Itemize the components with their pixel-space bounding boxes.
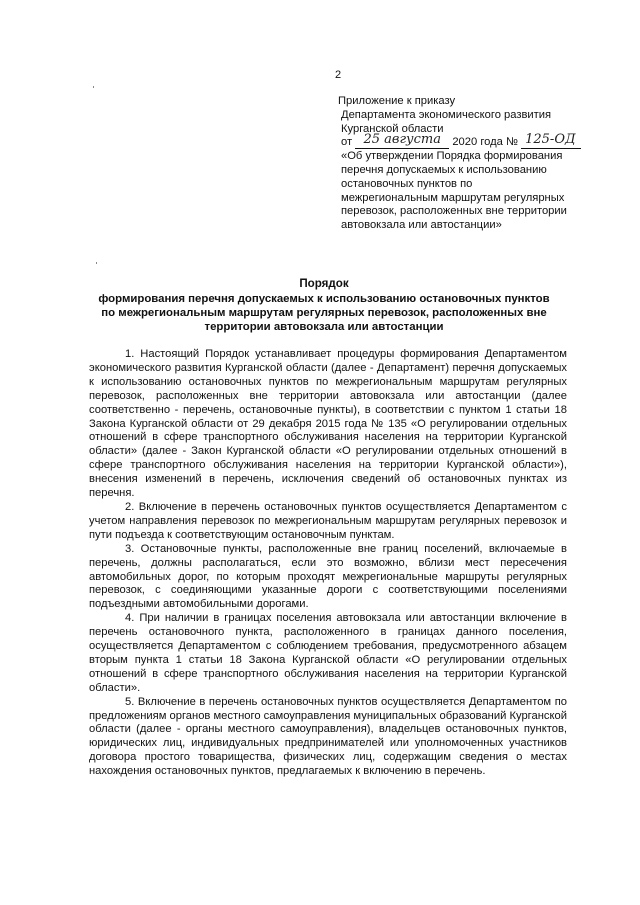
page-number: 2	[334, 69, 342, 81]
appendix-subject-line: остановочных пунктов по	[341, 177, 473, 190]
appendix-header	[338, 95, 628, 233]
appendix-line: Курганской области	[341, 122, 444, 135]
handwritten-date: 25 августа	[363, 132, 441, 148]
paragraph-3: 3. Остановочные пункты, расположенные вне границ поселений, включаемые в перечень, должны располагаться, если это возможно, вблизи мест пересечения автомобильных дорог, по которым проходят межрегиональные маршруты регулярных перевозок, с соединяющими указанные дороги с соответствующими поселениями подъездными автомобильными дорогами.	[89, 542, 567, 611]
appendix-subject-line: межрегиональным маршрутам регулярных	[341, 191, 565, 204]
appendix-subject-line: автовокзала или автостанции»	[341, 219, 502, 232]
paragraph-1: 1. Настоящий Порядок устанавливает процедуры формирования Департаментом экономического развития Курганской области (далее - Департамент) перечня допускаемых к использованию остановочных пунктов по межрегиональным маршрутам регулярных перевозок, расположенных вне территории автовокзала или автостанции (далее соответственно - перечень, остановочные пункты), в соответствии с пунктом 1 статьи 18 Закона Курганской области от 29 декабря 2015 года № 135 «О регулировании отдельных отношений в сфере транспортного обслуживания населения на территории Курганской области» (далее - Закон Курганской области «О регулировании отдельных отношений в сфере транспортного обслуживания населения на территории Курганской области»), внесения изменений в перечень, исключения сведений об остановочных пунктах из перечня.	[89, 348, 567, 500]
title-line: территории автовокзала или автостанции	[204, 321, 444, 333]
appendix-line: Приложение к приказу	[338, 95, 456, 107]
appendix-subject-line: «Об утверждении Порядка формирования	[341, 150, 563, 163]
paragraph-2: 2. Включение в перечень остановочных пунктов осуществляется Департаментом с учетом направления перевозок по межрегиональным маршрутам регулярных перевозок и пути подъезда к соответствующим остановочным пунктам.	[89, 500, 567, 541]
scan-speck	[93, 86, 94, 88]
handwritten-order-number: 125-ОД	[525, 132, 576, 148]
paragraph-4: 4. При наличии в границах поселения автовокзала или автостанции включение в перечень остановочного пункта, расположенного в границах данного поселения, осуществляется Департаментом с соблюдением требования, предусмотренного абзацем вторым пункта 1 статьи 18 Закона Курганской области «О регулировании отдельных отношений в сфере транспортного обслуживания населения на территории Курганской области».	[89, 612, 567, 694]
appendix-line: Департамента экономического развития	[341, 108, 552, 121]
document-title	[86, 277, 562, 334]
year-text: 2020 года №	[452, 136, 518, 149]
appendix-subject-line: перевозок, расположенных вне территории	[341, 205, 567, 218]
date-prefix: от	[341, 136, 353, 149]
document-body	[89, 348, 567, 779]
scan-speck	[96, 262, 97, 264]
title-line: формирования перечня допускаемых к использованию остановочных пунктов	[98, 293, 550, 305]
paragraph-5: 5. Включение в перечень остановочных пунктов осуществляется Департаментом по предложениям органов местного самоуправления муниципальных образований Курганской области (далее - органы местного самоуправления), владельцев остановочных пунктов, юридических лиц, индивидуальных предпринимателей или уполномоченных участников договора простого товарищества, физических лиц, содержащим сведения о местах нахождения остановочных пунктов, предлагаемых к включению в перечень.	[89, 695, 567, 778]
appendix-subject-line: перечня допускаемых к использованию	[341, 163, 547, 176]
title-line: по межрегиональным маршрутам регулярных перевозок, расположенных вне	[101, 307, 547, 319]
order-date-line	[338, 132, 628, 150]
title-main: Порядок	[299, 277, 349, 290]
